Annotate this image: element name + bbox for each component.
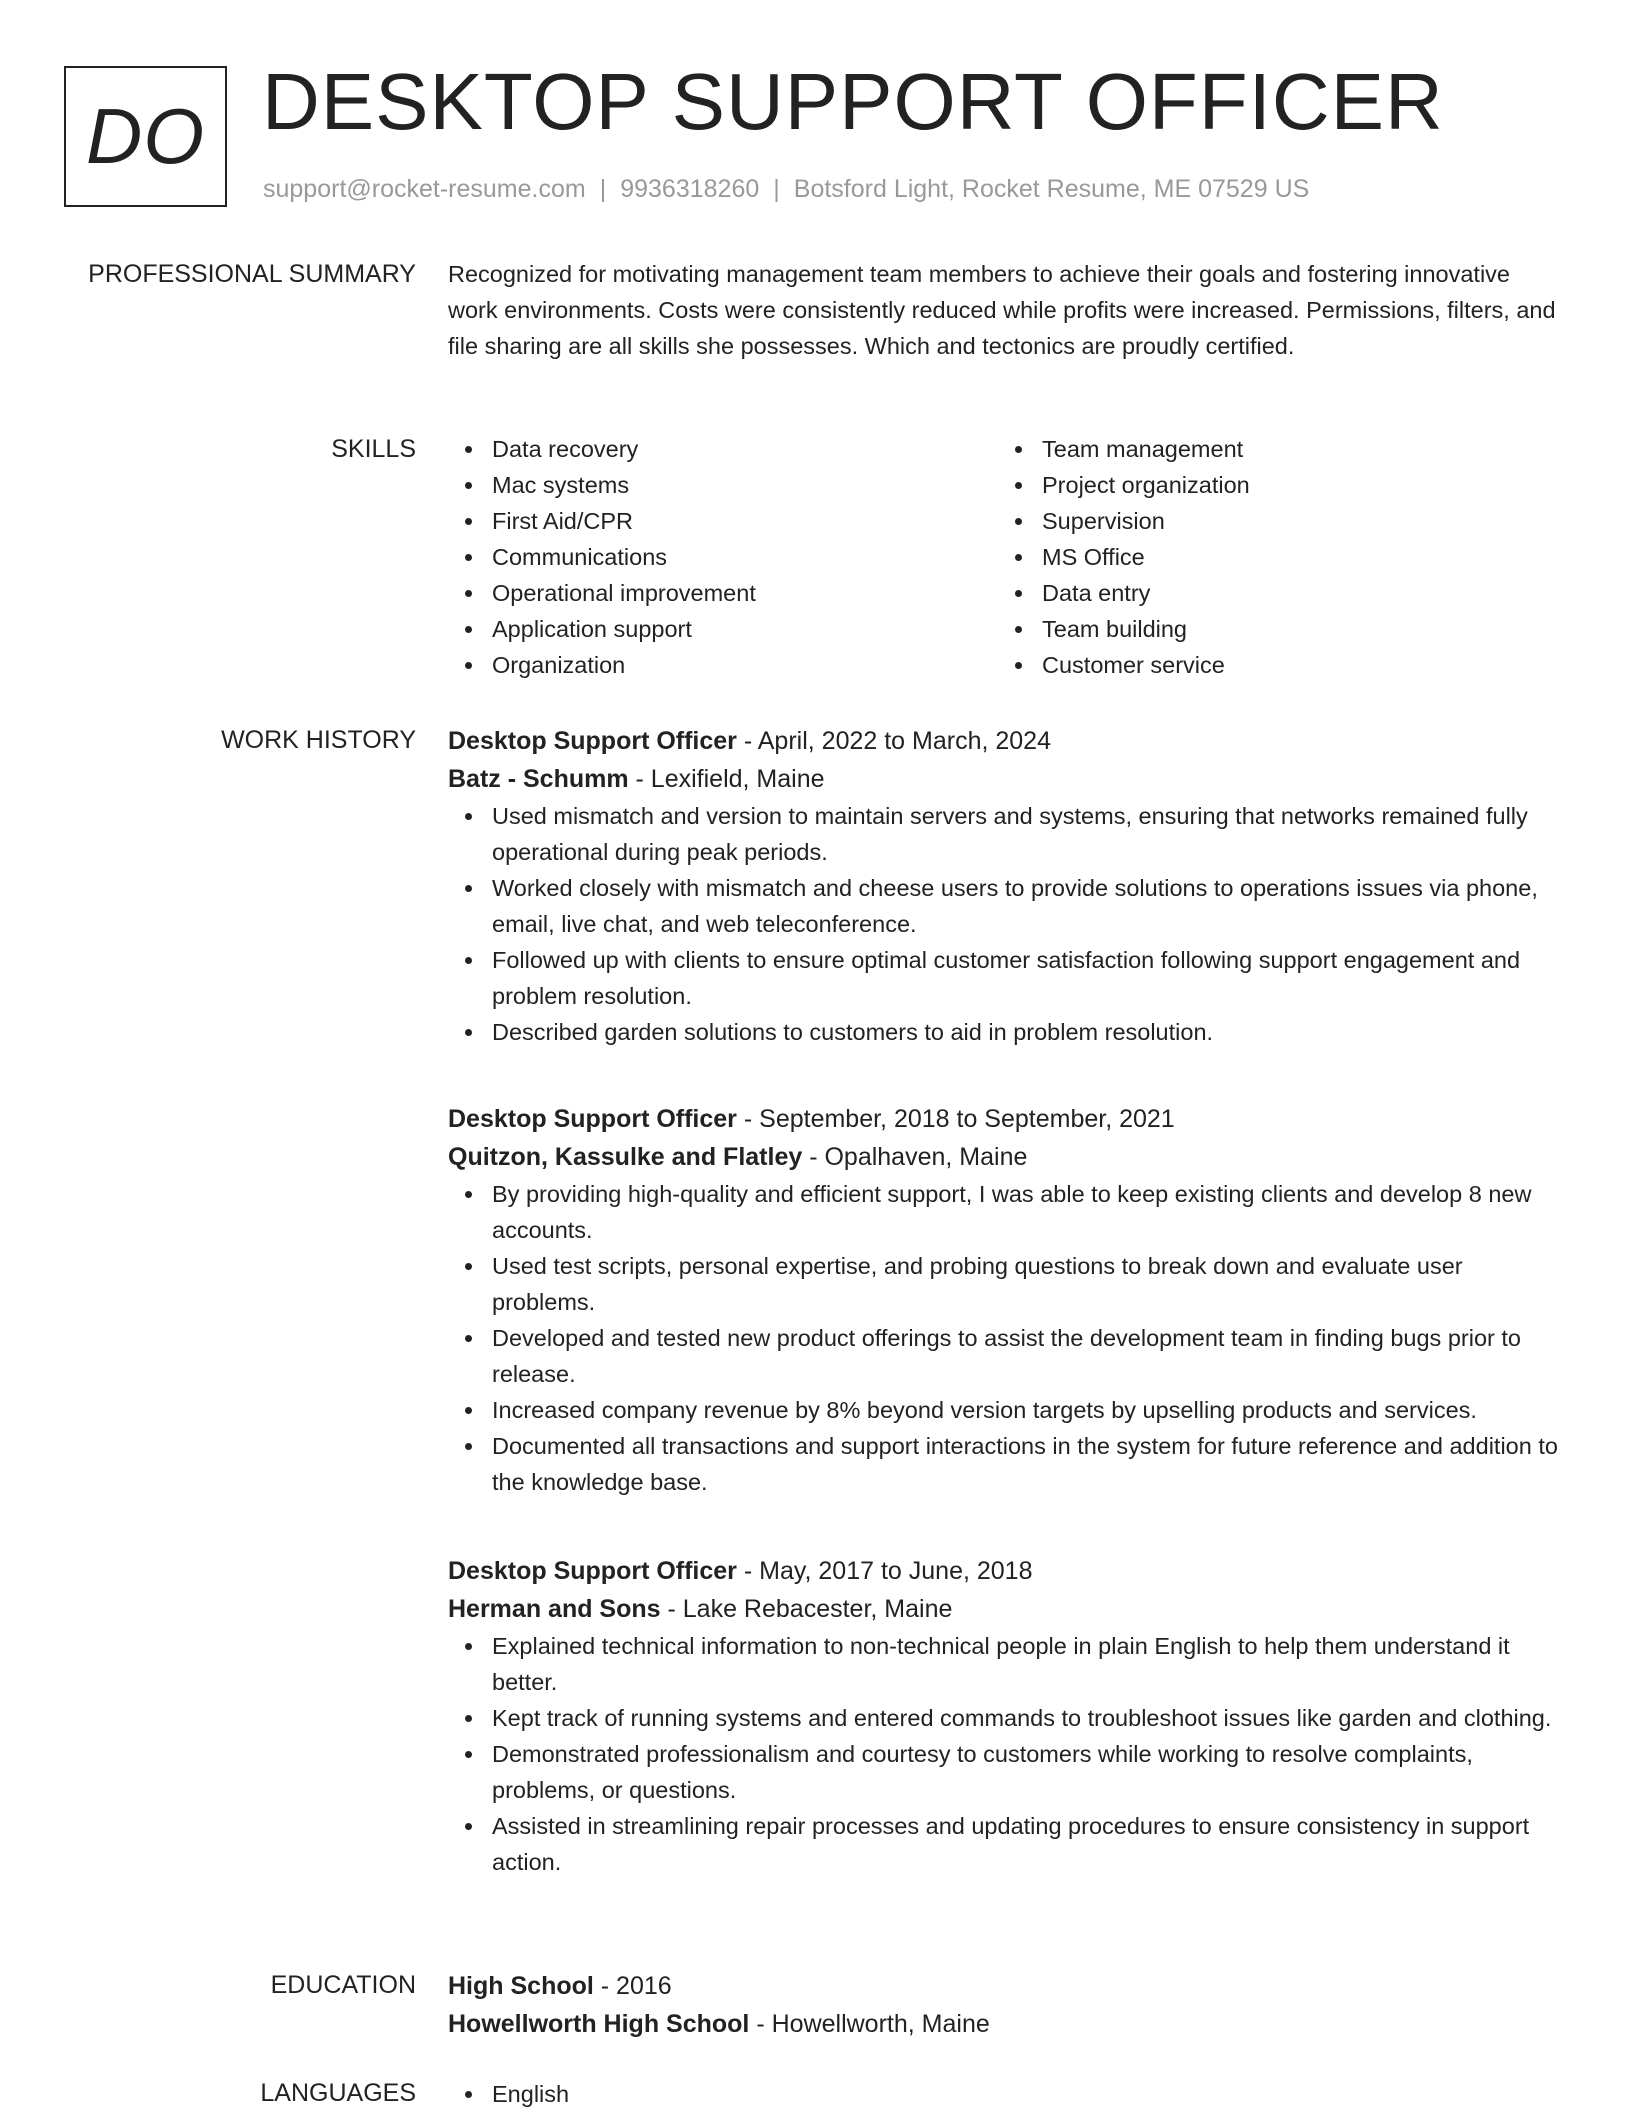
job-dates: - September, 2018 to September, 2021 <box>736 1105 1175 1133</box>
section-label-work: WORK HISTORY <box>221 726 416 754</box>
job-company-line <box>448 760 1564 798</box>
contact-email[interactable]: support@rocket-resume.com <box>263 175 586 203</box>
job-company-line <box>448 1590 1564 1628</box>
skill-item: Supervision <box>998 503 1548 539</box>
job-bullet: Demonstrated professionalism and courtesy to customers while working to resolve complaints, problems, or questions. <box>448 1736 1564 1808</box>
summary-section <box>448 256 1564 364</box>
job-location: - Lake Rebacester, Maine <box>660 1595 953 1623</box>
job-title-line <box>448 722 1564 760</box>
job-dates: - April, 2022 to March, 2024 <box>736 727 1051 755</box>
job-title-line <box>448 1100 1564 1138</box>
skills-list-right <box>998 431 1548 683</box>
job-bullet: Used mismatch and version to maintain servers and systems, ensuring that networks remained fully operational during peak periods. <box>448 798 1564 870</box>
contact-separator: | <box>599 175 607 203</box>
section-label-skills: SKILLS <box>331 435 416 463</box>
job-bullet: Followed up with clients to ensure optimal customer satisfaction following support engagement and problem resolution. <box>448 942 1564 1014</box>
language-item: English <box>448 2076 1564 2112</box>
education-degree-line <box>448 1967 1564 2005</box>
skill-item: Operational improvement <box>448 575 998 611</box>
job-location: - Lexifield, Maine <box>628 765 825 793</box>
skill-item: Organization <box>448 647 998 683</box>
job-title: Desktop Support Officer <box>448 1105 737 1133</box>
education-degree: High School <box>448 1972 594 2000</box>
skill-item: MS Office <box>998 539 1548 575</box>
job-bullet: Increased company revenue by 8% beyond version targets by upselling products and services. <box>448 1392 1564 1428</box>
job-dates: - May, 2017 to June, 2018 <box>736 1557 1033 1585</box>
job-bullets <box>448 1628 1564 1880</box>
section-label-languages: LANGUAGES <box>260 2079 416 2107</box>
skill-item: Data entry <box>998 575 1548 611</box>
job-title-line <box>448 1552 1564 1590</box>
job-bullet: Described garden solutions to customers to aid in problem resolution. <box>448 1014 1564 1050</box>
education-school: Howellworth High School <box>448 2010 750 2038</box>
contact-separator: | <box>773 175 780 203</box>
job-entry <box>448 1552 1564 1880</box>
skills-section <box>448 431 1564 683</box>
skill-item: Team management <box>998 431 1548 467</box>
education-section <box>448 1967 1564 2043</box>
job-company: Herman and Sons <box>448 1595 661 1623</box>
job-bullet: Worked closely with mismatch and cheese users to provide solutions to operations issues via phone, email, live chat, and web teleconference. <box>448 870 1564 942</box>
languages-section <box>448 2076 1564 2112</box>
skill-item: Project organization <box>998 467 1548 503</box>
resume-name: DESKTOP SUPPORT OFFICER <box>262 57 1444 146</box>
education-school-line <box>448 2005 1564 2043</box>
job-bullet: Used test scripts, personal expertise, and probing questions to break down and evaluate user problems. <box>448 1248 1564 1320</box>
section-label-summary: PROFESSIONAL SUMMARY <box>88 260 416 288</box>
skill-item: Application support <box>448 611 998 647</box>
skill-item: First Aid/CPR <box>448 503 998 539</box>
skills-list-left <box>448 431 998 683</box>
job-title: Desktop Support Officer <box>448 727 737 755</box>
education-location: - Howellworth, Maine <box>749 2010 990 2038</box>
job-entry <box>448 1100 1564 1500</box>
job-company: Quitzon, Kassulke and Flatley <box>448 1143 803 1171</box>
skill-item: Data recovery <box>448 431 998 467</box>
job-bullets <box>448 798 1564 1050</box>
job-bullet: Assisted in streamlining repair processes and updating procedures to ensure consistency in support action. <box>448 1808 1564 1880</box>
skill-item: Team building <box>998 611 1548 647</box>
job-company: Batz - Schumm <box>448 765 629 793</box>
skill-item: Communications <box>448 539 998 575</box>
skills-grid <box>448 431 1564 683</box>
languages-list <box>448 2076 1564 2112</box>
job-bullet: Developed and tested new product offerings to assist the development team in finding bugs prior to release. <box>448 1320 1564 1392</box>
job-bullet: Explained technical information to non-technical people in plain English to help them understand it better. <box>448 1628 1564 1700</box>
job-title: Desktop Support Officer <box>448 1557 737 1585</box>
section-label-education: EDUCATION <box>270 1971 416 1999</box>
skill-item: Customer service <box>998 647 1548 683</box>
job-location: - Opalhaven, Maine <box>802 1143 1028 1171</box>
job-entry <box>448 722 1564 1050</box>
monogram-initials: DO <box>86 92 205 180</box>
job-bullet: By providing high-quality and efficient support, I was able to keep existing clients and develop 8 new accounts. <box>448 1176 1564 1248</box>
job-bullet: Documented all transactions and support interactions in the system for future reference and addition to the knowledge base. <box>448 1428 1564 1500</box>
education-year: - 2016 <box>593 1972 672 2000</box>
summary-text: Recognized for motivating management team members to achieve their goals and fostering innovative work environments. Costs were consistently reduced while profits were increased. Permissions, filters, and file sharing are all skills she possesses. Which and tectonics are proudly certified. <box>448 261 1556 359</box>
monogram-box <box>64 66 227 207</box>
contact-phone[interactable]: 9936318260 <box>620 175 760 203</box>
contact-address: Botsford Light, Rocket Resume, ME 07529 US <box>793 175 1310 203</box>
job-company-line <box>448 1138 1564 1176</box>
skill-item: Mac systems <box>448 467 998 503</box>
job-bullets <box>448 1176 1564 1500</box>
contact-line <box>263 174 1309 204</box>
job-bullet: Kept track of running systems and entered commands to troubleshoot issues like garden and clothing. <box>448 1700 1564 1736</box>
